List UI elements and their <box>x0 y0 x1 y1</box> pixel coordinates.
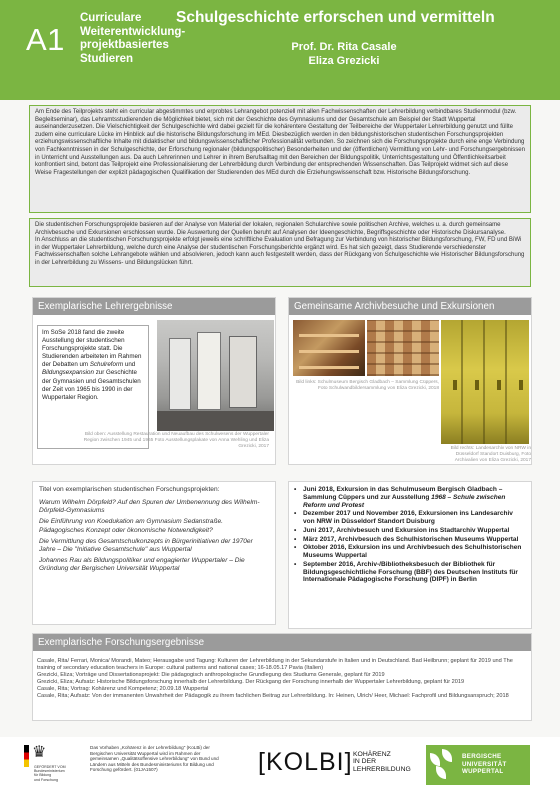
exhibition-photo <box>157 320 274 431</box>
list-heading: Titel von exemplarischen studentischen Forschungsprojekten: <box>39 486 220 493</box>
authors: Prof. Dr. Rita Casale Eliza Grezicki <box>291 41 397 67</box>
page-title: Schulgeschichte erforschen und vermitteln <box>176 9 495 26</box>
research-projects-list <box>32 481 276 625</box>
excursions-list <box>288 481 532 629</box>
list-item: Warum Wilhelm Dörpfeld? Auf den Spuren der Umbenennung des Wilhelm-Dörpfeld-Gymnasiums <box>39 499 260 515</box>
list-item: • September 2016, Archiv-/Bibliotheksbesuch der Bibliothek für Bildungsgeschichtliche Forschung (BBF) des Deutschen Instituts für Internationale Pädagogische Forschung (DIPF) in Berlin <box>294 560 518 584</box>
results-text: Casale, Rita/ Ferrari, Monica/ Morandi, Mateo; Herausgabe und Tagung: Kulturen der Lehrerbildung in der Sekundarstufe in Italien und in Deutschland. Bad Heilbrunn; geplant für 2019 und The training of secondary education teachers in Europe: cultural patterns and national cases; 16-18.05.17 Pavia (Italien) Grezicki, Eliza; Vorträge und Dissertationsprojekt: Die pädagogisch anthropologische Grundlegung des Studiums Generale, geplant für 2019 Grezicki, Eliza; Aufsatz: Historische Bildungsforschung innerhalb der Lehrerbildung. Der Rückgang der Forschung innerhalb der Wuppertaler Lehrerbildung, geplant für 2019 Casale, Rita; Vortrag: Kohärenz und Kompetenz; 20.09.18 Wuppertal Casale, Rita; Aufsatz: Von der immanenten Unwahrheit der Pädagogik zu ihrem fachlichen Beitrag zur Lehrerbildung. In: Heinen, Ulrich/ Heer, Michael: Fachprofil und Bildungsanspruch; 2018 <box>37 658 513 699</box>
panel-heading: Exemplarische Lehrergebnisse <box>33 298 275 315</box>
ministry-logo-text: GEFÖRDERT VOM Bundesministerium für Bildung und Forschung <box>34 765 66 782</box>
wall-pictures-photo <box>367 320 439 376</box>
archive-visits-panel <box>288 297 532 465</box>
panel-heading: Gemeinsame Archivbesuche und Exkursionen <box>289 298 531 315</box>
list-item: • Juni 2017, Archivbesuch und Exkursion ins Stadtarchiv Wuppertal <box>294 526 510 534</box>
list-item: • März 2017, Archivbesuch des Schulhistorischen Museums Wuppertal <box>294 535 519 543</box>
buw-logo-icon <box>430 749 458 781</box>
funding-note: Das Vorhaben „Kohärenz in der Lehrerbildung" (KoLBi) der Bergischen Universität Wuppertal wird im Rahmen der gemeinsamen „Qualitätsoffensive Lehrerbildung" von Bund und Ländern aus Mitteln des Bundesministeriums für Bildung und Forschung gefördert. (01JA1507) <box>90 745 219 773</box>
list-item: Die Einführung von Koedukation am Gymnasium Sedanstraße. Pädagogisches Konzept oder ökonomische Notwendigkeit? <box>39 518 223 534</box>
university-logo: BERGISCHE UNIVERSITÄT WUPPERTAL <box>426 745 530 785</box>
research-text: Die studentischen Forschungsprojekte basieren auf der Analyse von Material der lokalen, regionalen Schularchive sowie politischen Archive, welches u. a. durch gemeinsame Archivbesuche und Exkursionen erschlossen wurde. Die Auswertung der Quellen beruht auf Analysen der Ideengeschichte, Begriffsgeschichte oder Historische Diskursanalyse. In Anschluss an die studentischen Forschungsprojekte erfolgt jeweils eine schriftliche Evaluation und Befragung zur Verbindung von historischer Bildungsforschung, FW, FD und BiWi in der Wuppertaler Lehrerbildung, welche durch eine Analyse der studentischen Forschungsberichte ergänzt wird. Es hat sich gezeigt, dass Studierende verschiedenster Fachwissenschaften solche Lehrangebote wählen und absolvieren, jedoch kann auch festgestellt werden, dass der Rückgang von Schulgeschichte wie Historischer Bildungsforschung in der Lehrerbildung zu Wissens- und Bildungslücken führt. <box>29 218 531 287</box>
exhibition-callout: Im SoSe 2018 fand die zweite Ausstellung der studentischen Forschungsprojekte statt. Die Studierenden arbeiteten im Rahmen der Debatten um Schulreform und Bildungsexpansion zur Geschichte der Gymnasien und Gesamtschulen der Zeit von 1965 bis 1990 in der Wuppertaler Region. <box>37 325 149 449</box>
panel-heading: Exemplarische Forschungsergebnisse <box>33 634 531 651</box>
photo-caption: Bild rechts: Landesarchiv von NRW in Düsseldorf Standort Duisburg, Foto Archivalien von Eliza Grezicki, 2017 <box>450 446 531 463</box>
list-item: Die Vermittlung des Gesamtschulkonzepts in Bürgerinitiativen der 1970er Jahre – Die "Initiative Gesamtschule" aus Wuppertal <box>39 537 253 553</box>
list-item: Johannes Rau als Bildungspolitiker und engagierter Wuppertaler – Die Gründung der Bergischen Universität Wuppertal <box>39 557 245 573</box>
photo-caption: Bild links: Schulmuseum Bergisch Gladbach – Sammlung Cüppers, Foto Schulwandbildersammlung von Eliza Grezicki, 2018 <box>296 380 439 391</box>
header <box>0 0 560 100</box>
list-item: • Oktober 2016, Exkursion ins und Archivbesuch des Schulhistorischen Museums Wuppertal <box>294 544 522 559</box>
research-results-panel <box>32 633 532 721</box>
intro-text: Am Ende des Teilprojekts steht ein curricular abgestimmtes und erprobtes Lehrangebot potenziell mit allen Fachwissenschaften der Lehrerbildung verbindbares Studienmodul (bzw. Begleitseminar), das Lehramtsstudierenden die Möglichkeit bietet, sich mit der Geschichte des Gymnasiums und der Gesamtschule am Beispiel der Stadt Wuppertal auseinanderzusetzen. Die Vielschichtigkeit der Schulgeschichte wird dabei gezielt für die kohärentere Gestaltung der Teilbereiche der Wuppertaler Lehrerbildung genutzt und füllte zudem eine curriculare Lücke im Hinblick auf die historische Bildungsforschung im MEd. Diesbezüglich werden in den bildungshistorischen studentischen Forschungsprojekten erziehungswissenschaftliche Inhalte mit didaktischer und bildungswissenschaftlicher Professionalität verbunden. So zeichnen sich die Forschungsprojekte durch eine enge Verbindung von Fachkenntnissen in der Schulgeschichte, der Erforschung regionaler (bildungspolitischer) Besonderheiten und der (öffentlichen) Vermittlung von Lehr- und Forschungsergebnissen in Unterricht und Ausstellungen aus. Da auch Lehrerinnen und Lehrer in ihrem Berufsalltag mit den Bereichen der Bildungspolitik, Unterrichtsgestaltung und Öffentlichkeitsarbeit konfrontiert sind, betont das Teilprojekt eine Professionalisierung der Lehrerbildung durch Verbindung der entsprechenden Wissenschaften. Das Teilprojekt widmet sich auf diese Weise Fragestellungen der explizit pädagogischen Qualifikation der Studierenden des MEd durch die Erziehungswissenschaft bzw. Historische Bildungsforschung. <box>29 105 531 213</box>
school-museum-photo <box>293 320 365 376</box>
list-item: • Dezember 2017 und November 2016, Exkursionen ins Landesarchiv von NRW in Düsseldorf Standort Duisburg <box>294 510 513 526</box>
archive-shelves-photo <box>441 320 529 444</box>
project-code: A1 <box>26 22 65 57</box>
teaching-results-panel <box>32 297 276 465</box>
list-item: • Juni 2018, Exkursion in das Schulmuseum Bergisch Gladbach – Sammlung Cüppers und zur Ausstellung 1968 – Schule zwischen Reform und Protest <box>294 486 506 509</box>
project-subtitle: Curriculare Weiterentwicklung- projektbasiertes Studieren <box>80 12 186 65</box>
footer: ♛ GEFÖRDERT VOM Bundesministerium für Bildung und Forschung Das Vorhaben „Kohärenz in der Lehrerbildung" (KoLBi) der Bergischen Universität Wuppertal wird im Rahmen der gemeinsamen „Qualitätsoffensive Lehrerbildung" von Bund und Ländern aus Mitteln des Bundesministeriums für Bildung und Forschung gefördert. (01JA1507) [KOLBI] KOHÄRENZ IN DER LEHRERBILDUNG BERGISCHE UNIVERSITÄT WUPPERTAL <box>0 737 560 793</box>
photo-caption: Bild oben: Ausstellung Restauration und Neuaufbau des Schulwesens der Wuppertaler Region zwischen 1945 und 1965 Foto Ausstellungsplakate von Anna Wehling und Eliza Grezicki, 2017 <box>83 432 269 449</box>
eagle-icon: ♛ GEFÖRDERT VOM Bundesministerium für Bildung und Forschung <box>24 745 52 785</box>
